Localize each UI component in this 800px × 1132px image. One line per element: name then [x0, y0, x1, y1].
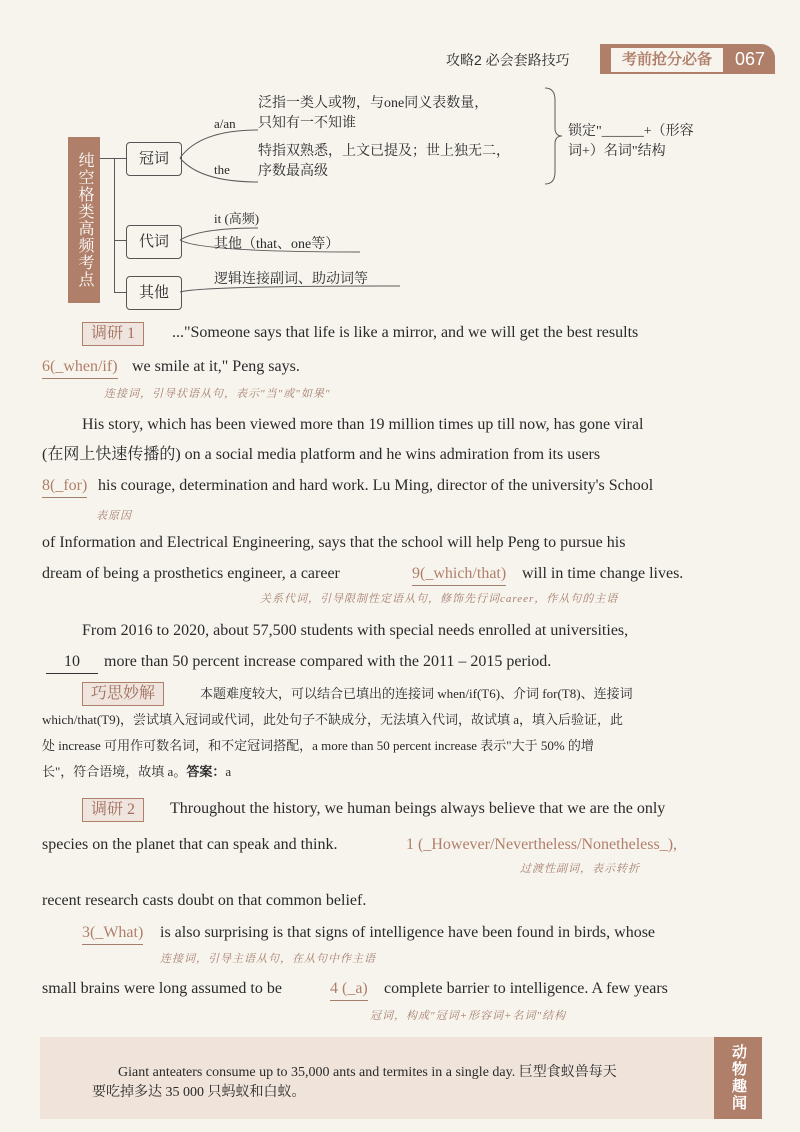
- footer-line: 要吃掉多达 35 000 只蚂蚁和白蚁。: [92, 1085, 306, 1100]
- example1-line: more than 50 percent increase compared with the 2011 – 2015 period.: [104, 653, 552, 670]
- tip-line: 本题难度较大，可以结合已填出的连接词 when/if(T6)、介词 for(T8)、连接词: [200, 686, 633, 701]
- example1-line: ..."Someone says that life is like a mirror, and we will get the best results: [172, 324, 639, 341]
- other-item-1: 逻辑连接副词、助动词等: [214, 272, 368, 287]
- tip-line: 长"，符合语境，故填 a。: [42, 764, 187, 779]
- example2-badge: 调研 2: [82, 798, 144, 822]
- example1-line: his courage, determination and hard work. Lu Ming, director of the university's School: [98, 477, 654, 494]
- pronoun-box: 代词: [126, 225, 182, 259]
- example1-badge: 调研 1: [82, 322, 144, 346]
- article-a-an: a/an: [214, 116, 236, 131]
- tip-badge: 巧思妙解: [82, 682, 164, 706]
- tip-line: which/that(T9)，尝试填入冠词或代词，此处句子不缺成分，无法填入代词，故试填 a，填入后验证，此: [42, 712, 623, 727]
- example2-line: Throughout the history, we human beings always believe that we are the only: [170, 800, 666, 817]
- footer-tab: 动物趣闻: [714, 1037, 762, 1119]
- example2-line: complete barrier to intelligence. A few years: [384, 980, 668, 997]
- article-conclusion-1: 锁定"______+（形容: [568, 124, 694, 139]
- note-1: 过渡性副词，表示转折: [520, 863, 640, 875]
- footer-line: Giant anteaters consume up to 35,000 ants and termites in a single day. 巨型食蚁兽每天: [118, 1065, 617, 1080]
- pronoun-item-1: it (高频): [214, 211, 260, 226]
- example2-line: recent research casts doubt on that common belief.: [42, 892, 367, 909]
- page-number: 067: [734, 49, 766, 69]
- article-conclusion-2: 词+）名词"结构: [568, 144, 666, 159]
- answer-9: 9(_which/that): [412, 563, 506, 586]
- article-the: the: [214, 162, 230, 177]
- note-8: 表原因: [96, 510, 132, 522]
- example1-line: will in time change lives.: [522, 565, 684, 582]
- other-box: 其他: [126, 276, 182, 310]
- example1-line: we smile at it," Peng says.: [132, 358, 300, 375]
- article-the-desc-2: 序数最高级: [258, 164, 328, 179]
- example2-line: is also surprising is that signs of intelligence have been found in birds, whose: [160, 924, 656, 941]
- example1-line: (在网上快速传播的) on a social media platform and he wins admiration from its users: [42, 446, 601, 463]
- example1-line: His story, which has been viewed more than 19 million times up till now, has gone viral: [82, 416, 644, 433]
- tip-line: 处 increase 可用作可数名词，和不定冠词搭配，a more than 50 percent increase 表示"大于 50% 的增: [42, 738, 594, 753]
- answer-8: 8(_for): [42, 475, 87, 498]
- pronoun-item-2: 其他（that、one等）: [214, 237, 340, 252]
- header-section-title: 攻略2 必会套路技巧: [446, 52, 570, 68]
- example1-line: From 2016 to 2020, about 57,500 students with special needs enrolled at universities,: [82, 622, 629, 639]
- article-the-desc-1: 特指双熟悉，上文已提及；世上独无二，: [258, 144, 510, 159]
- example2-line: species on the planet that can speak and think.: [42, 836, 338, 853]
- answer-3: 3(_What): [82, 922, 143, 945]
- answer-1: 1 (_However/Nevertheless/Nonetheless_),: [406, 836, 678, 853]
- answer-value: a: [225, 764, 232, 779]
- header-box-label: 考前抢分必备: [610, 47, 724, 73]
- article-a-an-desc-2: 只知有一不知谁: [258, 116, 356, 131]
- note-6: 连接词，引导状语从句，表示"当"或"如果": [104, 388, 331, 400]
- article-box: 冠词: [126, 142, 182, 176]
- diagram-branches: [0, 0, 800, 320]
- answer-6: 6(_when/if): [42, 356, 118, 379]
- example2-line: small brains were long assumed to be: [42, 980, 282, 997]
- answer-label: 答案：: [186, 764, 226, 779]
- note-9: 关系代词，引导限制性定语从句，修饰先行词career，作从句的主语: [260, 593, 619, 605]
- article-a-an-desc-1: 泛指一类人或物，与one同义表数量，: [258, 96, 489, 111]
- example1-line: of Information and Electrical Engineering, says that the school will help Peng to pursue his: [42, 534, 626, 551]
- example1-line: dream of being a prosthetics engineer, a career: [42, 565, 340, 582]
- note-3: 连接词，引导主语从句，在从句中作主语: [160, 953, 376, 965]
- diagram-side-tab: 纯空格类高频考点: [68, 137, 100, 303]
- tip-line-last: [42, 760, 231, 784]
- note-4: 冠词，构成"冠词+形容词+名词"结构: [370, 1010, 567, 1022]
- blank-10: 10: [46, 651, 98, 674]
- answer-4: 4 (_a): [330, 978, 368, 1001]
